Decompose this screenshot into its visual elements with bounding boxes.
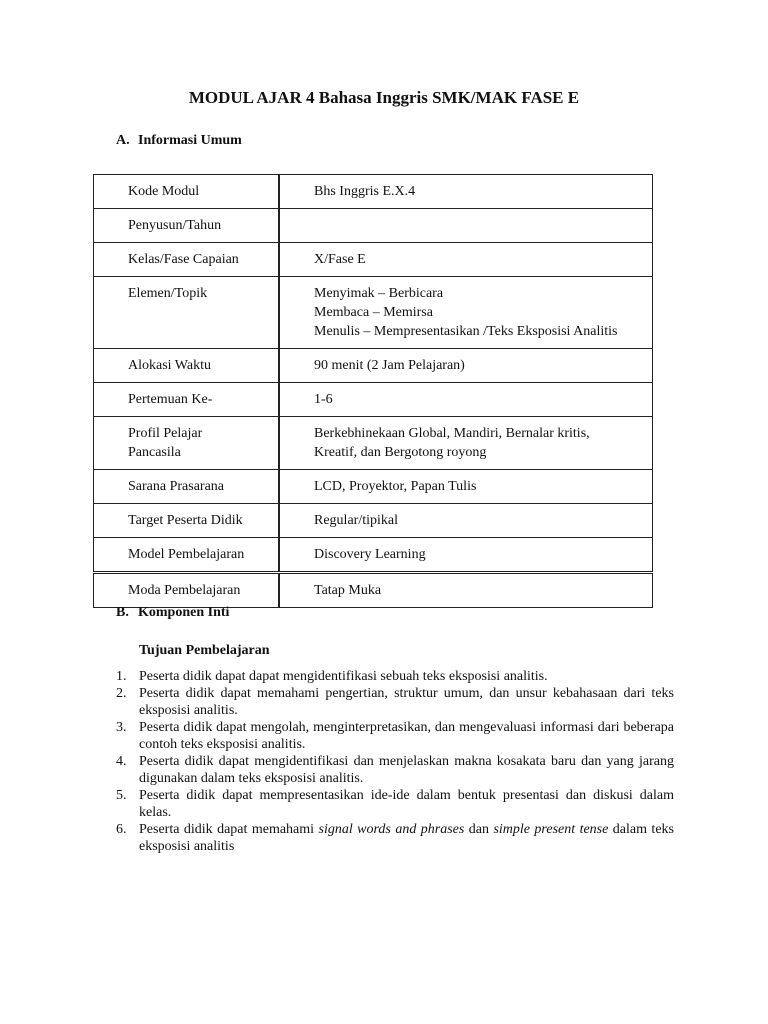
info-value [279, 349, 653, 383]
info-key [94, 538, 280, 573]
info-key-text: Pertemuan Ke- [128, 392, 213, 407]
info-value-text: Tatap Muka [314, 583, 382, 598]
info-value-text [314, 216, 646, 235]
section-b-letter: B. [116, 605, 129, 620]
info-value-text: Bhs Inggris E.X.4 [314, 184, 416, 199]
info-row [94, 243, 653, 277]
learning-goal-text: Peserta didik dapat memahami [139, 822, 319, 837]
info-key [94, 209, 280, 243]
info-value-text: X/Fase E [314, 252, 366, 267]
general-info-table [93, 174, 653, 608]
learning-goals-heading: Tujuan Pembelajaran [139, 643, 270, 658]
info-key [94, 573, 280, 608]
info-key [94, 277, 280, 349]
learning-goal-item [116, 753, 674, 787]
document-title: MODUL AJAR 4 Bahasa Inggris SMK/MAK FASE E [188, 88, 580, 107]
learning-goal-item [116, 821, 674, 855]
info-value-text: Menulis – Mempresentasikan /Teks Eksposisi Analitis [314, 324, 618, 339]
info-key-text: Penyusun/Tahun [128, 218, 222, 233]
info-row [94, 573, 653, 608]
learning-goals-list [116, 668, 674, 855]
info-key-text: Target Peserta Didik [128, 513, 243, 528]
learning-goal-number: 5. [116, 788, 127, 803]
info-key-text: Pancasila [128, 445, 181, 460]
info-value [279, 209, 653, 243]
learning-goal-text: signal words and phrases [318, 822, 465, 837]
info-key-text: Kode Modul [128, 184, 200, 199]
info-row [94, 277, 653, 349]
info-key-text: Model Pembelajaran [128, 547, 245, 562]
info-row [94, 175, 653, 209]
info-key-text: Sarana Prasarana [128, 479, 225, 494]
info-value-text: 90 menit (2 Jam Pelajaran) [314, 358, 465, 373]
info-value-text: Menyimak – Berbicara [314, 286, 444, 301]
info-value [279, 383, 653, 417]
info-key [94, 470, 280, 504]
info-value [279, 417, 653, 470]
info-key [94, 383, 280, 417]
info-value [279, 243, 653, 277]
info-value-text: 1-6 [314, 392, 333, 407]
info-value [279, 573, 653, 608]
info-row [94, 504, 653, 538]
info-key [94, 504, 280, 538]
info-key [94, 349, 280, 383]
learning-goal-text: Peserta didik dapat dapat mengidentifikasi sebuah teks eksposisi analitis. [139, 669, 548, 684]
info-value-text: Berkebhinekaan Global, Mandiri, Bernalar kritis, [314, 426, 590, 441]
learning-goal-text: simple present tense [493, 822, 609, 837]
info-value [279, 538, 653, 573]
learning-goal-number: 3. [116, 720, 127, 735]
info-row [94, 417, 653, 470]
learning-goal-text: Peserta didik dapat mengolah, menginterpretasikan, dan mengevaluasi informasi dari beberapa contoh teks eksposisi analitis. [139, 720, 674, 752]
learning-goal-text: dalam teks eksposisi analitis [139, 822, 674, 854]
info-key-text: Kelas/Fase Capaian [128, 252, 239, 267]
learning-goal-text: Peserta didik dapat memahami pengertian, struktur umum, dan unsur kebahasaan dari teks eksposisi analitis. [139, 686, 674, 718]
info-value [279, 175, 653, 209]
info-row [94, 349, 653, 383]
info-value-text: Regular/tipikal [314, 513, 398, 528]
learning-goal-number: 1. [116, 669, 127, 684]
info-value [279, 504, 653, 538]
learning-goal-text: Peserta didik dapat mempresentasikan ide-ide dalam bentuk presentasi dan diskusi dalam kelas. [139, 788, 674, 820]
info-value [279, 277, 653, 349]
info-key-text: Alokasi Waktu [128, 358, 211, 373]
info-value-text: Discovery Learning [314, 547, 426, 562]
info-key [94, 417, 280, 470]
learning-goal-item [116, 668, 674, 685]
info-value-text: Kreatif, dan Bergotong royong [314, 445, 487, 460]
info-key-text: Elemen/Topik [128, 286, 208, 301]
section-b-heading [116, 605, 229, 621]
section-a-title: Informasi Umum [138, 133, 242, 148]
info-key [94, 243, 280, 277]
info-value [279, 470, 653, 504]
info-row [94, 209, 653, 243]
info-row [94, 470, 653, 504]
info-key-text: Moda Pembelajaran [128, 583, 241, 598]
learning-goal-text: dan [464, 822, 494, 837]
learning-goal-item [116, 719, 674, 753]
info-key [94, 175, 280, 209]
section-a-letter: A. [116, 133, 130, 148]
learning-goal-item [116, 685, 674, 719]
info-row [94, 538, 653, 573]
section-b-title: Komponen Inti [138, 605, 230, 620]
info-value-text: LCD, Proyektor, Papan Tulis [314, 479, 477, 494]
info-value-text: Membaca – Memirsa [314, 305, 433, 320]
info-key-text: Profil Pelajar [128, 426, 203, 441]
learning-goal-number: 2. [116, 686, 127, 701]
learning-goal-text: Peserta didik dapat mengidentifikasi dan menjelaskan makna kosakata baru dan yang jarang digunakan dalam teks eksposisi analitis. [139, 754, 674, 786]
learning-goal-item [116, 787, 674, 821]
info-row [94, 383, 653, 417]
learning-goal-number: 4. [116, 754, 127, 769]
learning-goal-number: 6. [116, 822, 127, 837]
section-a-heading [116, 133, 242, 149]
